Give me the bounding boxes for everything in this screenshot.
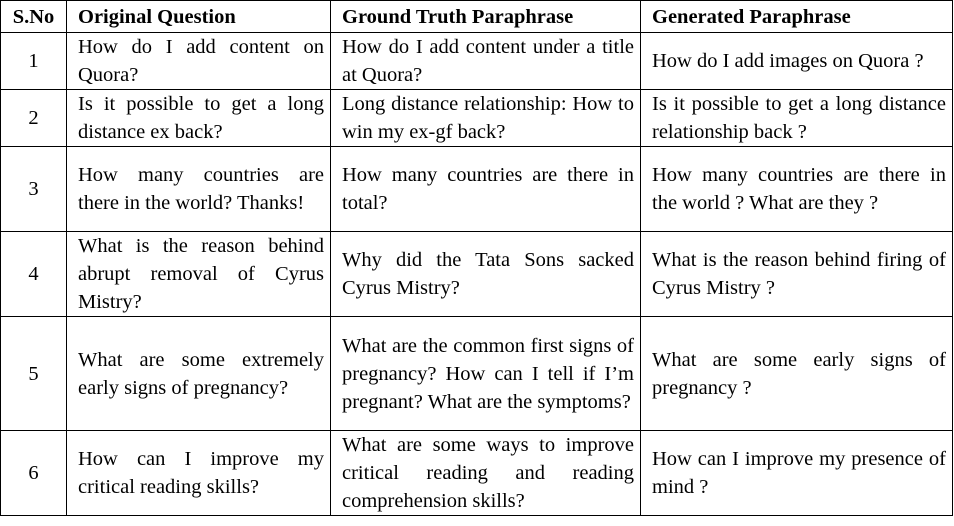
header-generated-paraphrase: Generated Paraphrase	[641, 1, 953, 33]
cell-sno: 3	[1, 147, 67, 232]
table-row	[1, 317, 953, 431]
cell-original-question: How many countries are there in the world? Thanks!	[67, 147, 331, 232]
header-row	[1, 1, 953, 33]
cell-original-question: How do I add content on Quora?	[67, 33, 331, 90]
cell-original-question: Is it possible to get a long distance ex back?	[67, 90, 331, 147]
cell-sno: 6	[1, 431, 67, 516]
header-sno: S.No	[1, 1, 67, 33]
cell-ground-truth-paraphrase: What are some ways to improve critical reading and reading comprehension skills?	[331, 431, 641, 516]
cell-sno: 1	[1, 33, 67, 90]
cell-generated-paraphrase: Is it possible to get a long distance relationship back ?	[641, 90, 953, 147]
cell-original-question: What is the reason behind abrupt removal of Cyrus Mistry?	[67, 232, 331, 317]
cell-generated-paraphrase: What is the reason behind firing of Cyrus Mistry ?	[641, 232, 953, 317]
cell-ground-truth-paraphrase: Long distance relationship: How to win my ex-gf back?	[331, 90, 641, 147]
table-row	[1, 147, 953, 232]
cell-ground-truth-paraphrase: What are the common first signs of pregnancy? How can I tell if I’m pregnant? What are the symptoms?	[331, 317, 641, 431]
table-row	[1, 232, 953, 317]
header-original-question: Original Question	[67, 1, 331, 33]
cell-sno: 2	[1, 90, 67, 147]
cell-generated-paraphrase: What are some early signs of pregnancy ?	[641, 317, 953, 431]
cell-generated-paraphrase: How many countries are there in the world ? What are they ?	[641, 147, 953, 232]
cell-ground-truth-paraphrase: How do I add content under a title at Quora?	[331, 33, 641, 90]
table-row	[1, 90, 953, 147]
table-row	[1, 33, 953, 90]
cell-sno: 4	[1, 232, 67, 317]
cell-original-question: What are some extremely early signs of pregnancy?	[67, 317, 331, 431]
cell-ground-truth-paraphrase: How many countries are there in total?	[331, 147, 641, 232]
cell-ground-truth-paraphrase: Why did the Tata Sons sacked Cyrus Mistry?	[331, 232, 641, 317]
table-body	[1, 33, 953, 516]
cell-original-question: How can I improve my critical reading skills?	[67, 431, 331, 516]
cell-sno: 5	[1, 317, 67, 431]
table-row	[1, 431, 953, 516]
table-header	[1, 1, 953, 33]
header-ground-truth-paraphrase: Ground Truth Paraphrase	[331, 1, 641, 33]
cell-generated-paraphrase: How do I add images on Quora ?	[641, 33, 953, 90]
cell-generated-paraphrase: How can I improve my presence of mind ?	[641, 431, 953, 516]
